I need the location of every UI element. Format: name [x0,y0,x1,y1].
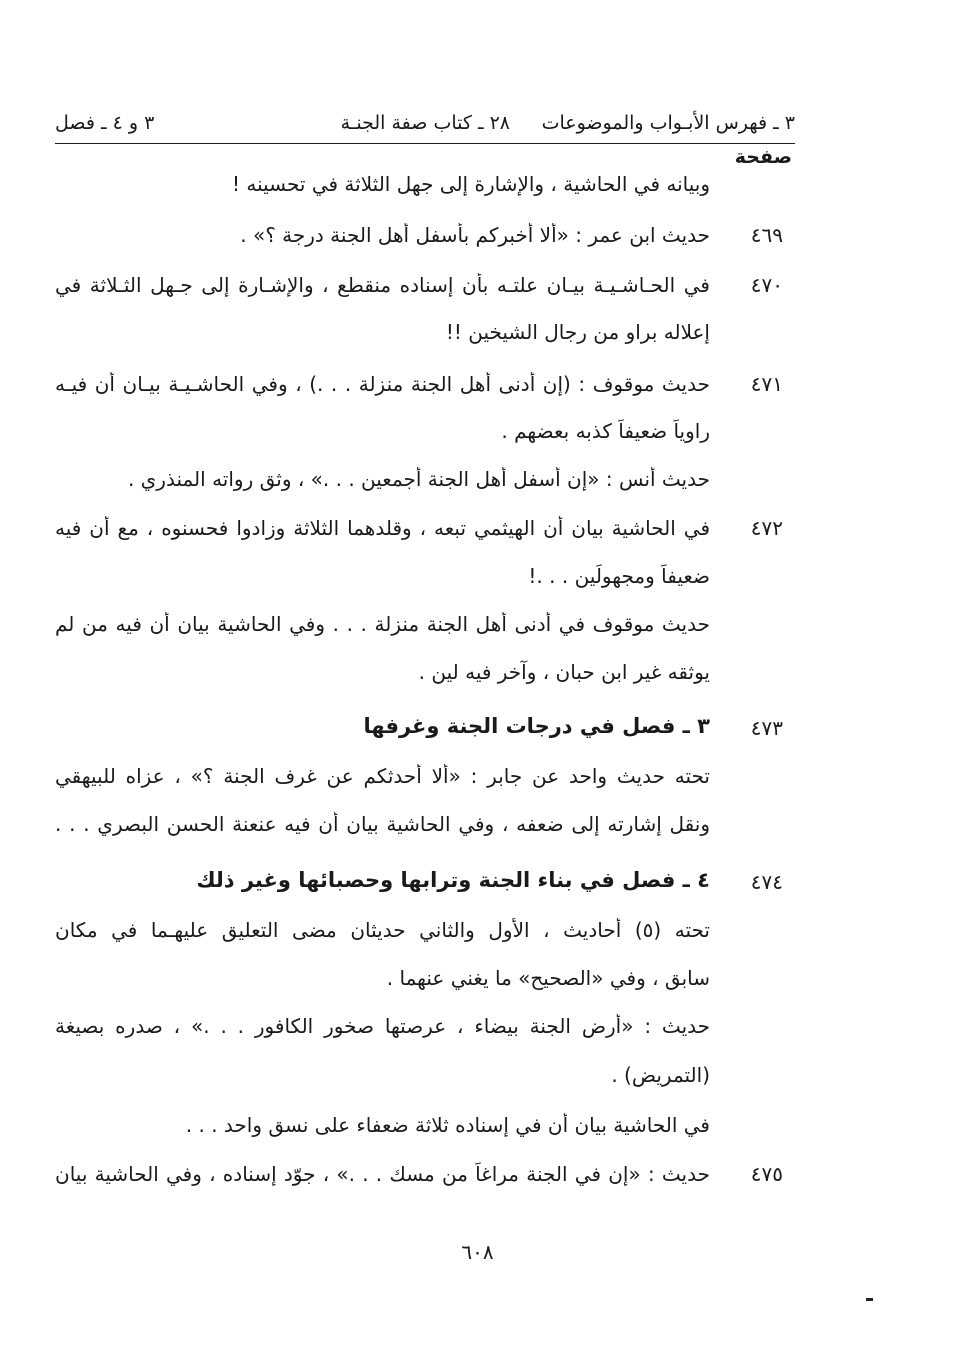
entry-line: راوياً ضعيفاً كذبه بعضهم . [501,419,710,443]
entry-line: في الحـاشـيـة بيـان علتـه بأن إسناده منقطع ، والإشـارة إلى جـهل الثـلاثة في [55,273,710,297]
entry-line: حديث موقوف في أدنى أهل الجنة منزلة . . . وفي الحاشية بيان أن فيه من لم [55,612,710,636]
entry-line: تحته حديث واحد عن جابر : «ألا أحدثكم عن غرف الجنة ؟» ، عزاه للبيهقي [55,764,710,788]
entry-line: وبيانه في الحاشية ، والإشارة إلى جهل الثلاثة في تحسينه ! [232,172,710,196]
entry-line: في الحاشية بيان أن الهيثمي تبعه ، وقلدهما الثلاثة وزادوا فحسنوه ، مع أن فيه [55,516,710,540]
header-section-title: ٣ و ٤ ـ فصل [55,112,155,134]
entry-line: (التمريض) . [611,1063,710,1087]
entry-line: ضعيفاً ومجهولَين . . .! [528,564,710,588]
entry-line: سابق ، وفي «الصحيح» ما يغني عنهما . [386,966,710,990]
entry-line: حديث : «إن في الجنة مراغاً من مسك . . .» ، جوّد إسناده ، وفي الحاشية بيان [55,1162,710,1186]
page-number: ٦٠٨ [461,1240,494,1264]
entry-page-number: ٤٦٩ [750,223,783,247]
entry-line: حديث ابن عمر : «ألا أخبركم بأسفل أهل الجنة درجة ؟» . [240,223,710,247]
entry-line: حديث أنس : «إن أسفل أهل الجنة أجمعين . . .» ، وثق رواته المنذري . [127,467,710,491]
entry-line: إعلاله براوٍ من رجال الشيخين !! [445,320,710,344]
entry-line: ونقل إشارته إلى ضعفه ، وفي الحاشية بيان أن فيه عنعنة الحسن البصري . . . [55,812,710,836]
entry-page-number: ٤٧٤ [750,870,783,894]
entry-page-number: ٤٧١ [750,372,783,396]
header-chapter-title: ٣ ـ فهرس الأبـواب والموضوعات [541,112,795,134]
entry-page-number: ٤٧٣ [750,716,783,740]
header-book-title: ٢٨ ـ كتاب صفة الجنـة [340,112,510,134]
entry-line: تحته (٥) أحاديث ، الأول والثاني حديثان مضى التعليق عليهـما في مكان [55,918,710,942]
entry-page-number: ٤٧٠ [750,273,783,297]
entry-page-number: ٤٧٢ [750,516,783,540]
entry-line: حديث : «أرض الجنة بيضاء ، عرصتها صخور الكافور . . .» ، صدره بصيغة [55,1014,710,1038]
entry-line: يوثقه غير ابن حبان ، وآخر فيه لين . [418,660,710,684]
running-header [55,108,795,142]
section-heading: ٤ ـ فصل في بناء الجنة وترابها وحصبائها وغير ذلك [196,868,710,892]
entry-line: حديث موقوف : (إن أدنى أهل الجنة منزلة . . .) ، وفي الحاشـيـة بيـان أن فيـه [55,372,710,396]
scan-mark [866,1298,873,1301]
header-rule [55,143,795,144]
entry-line: في الحاشية بيان أن في إسناده ثلاثة ضعفاء على نسق واحد . . . [185,1113,710,1137]
section-heading: ٣ ـ فصل في درجات الجنة وغرفها [363,714,710,738]
page-column-label: صفحة [734,146,792,168]
entry-page-number: ٤٧٥ [750,1162,783,1186]
